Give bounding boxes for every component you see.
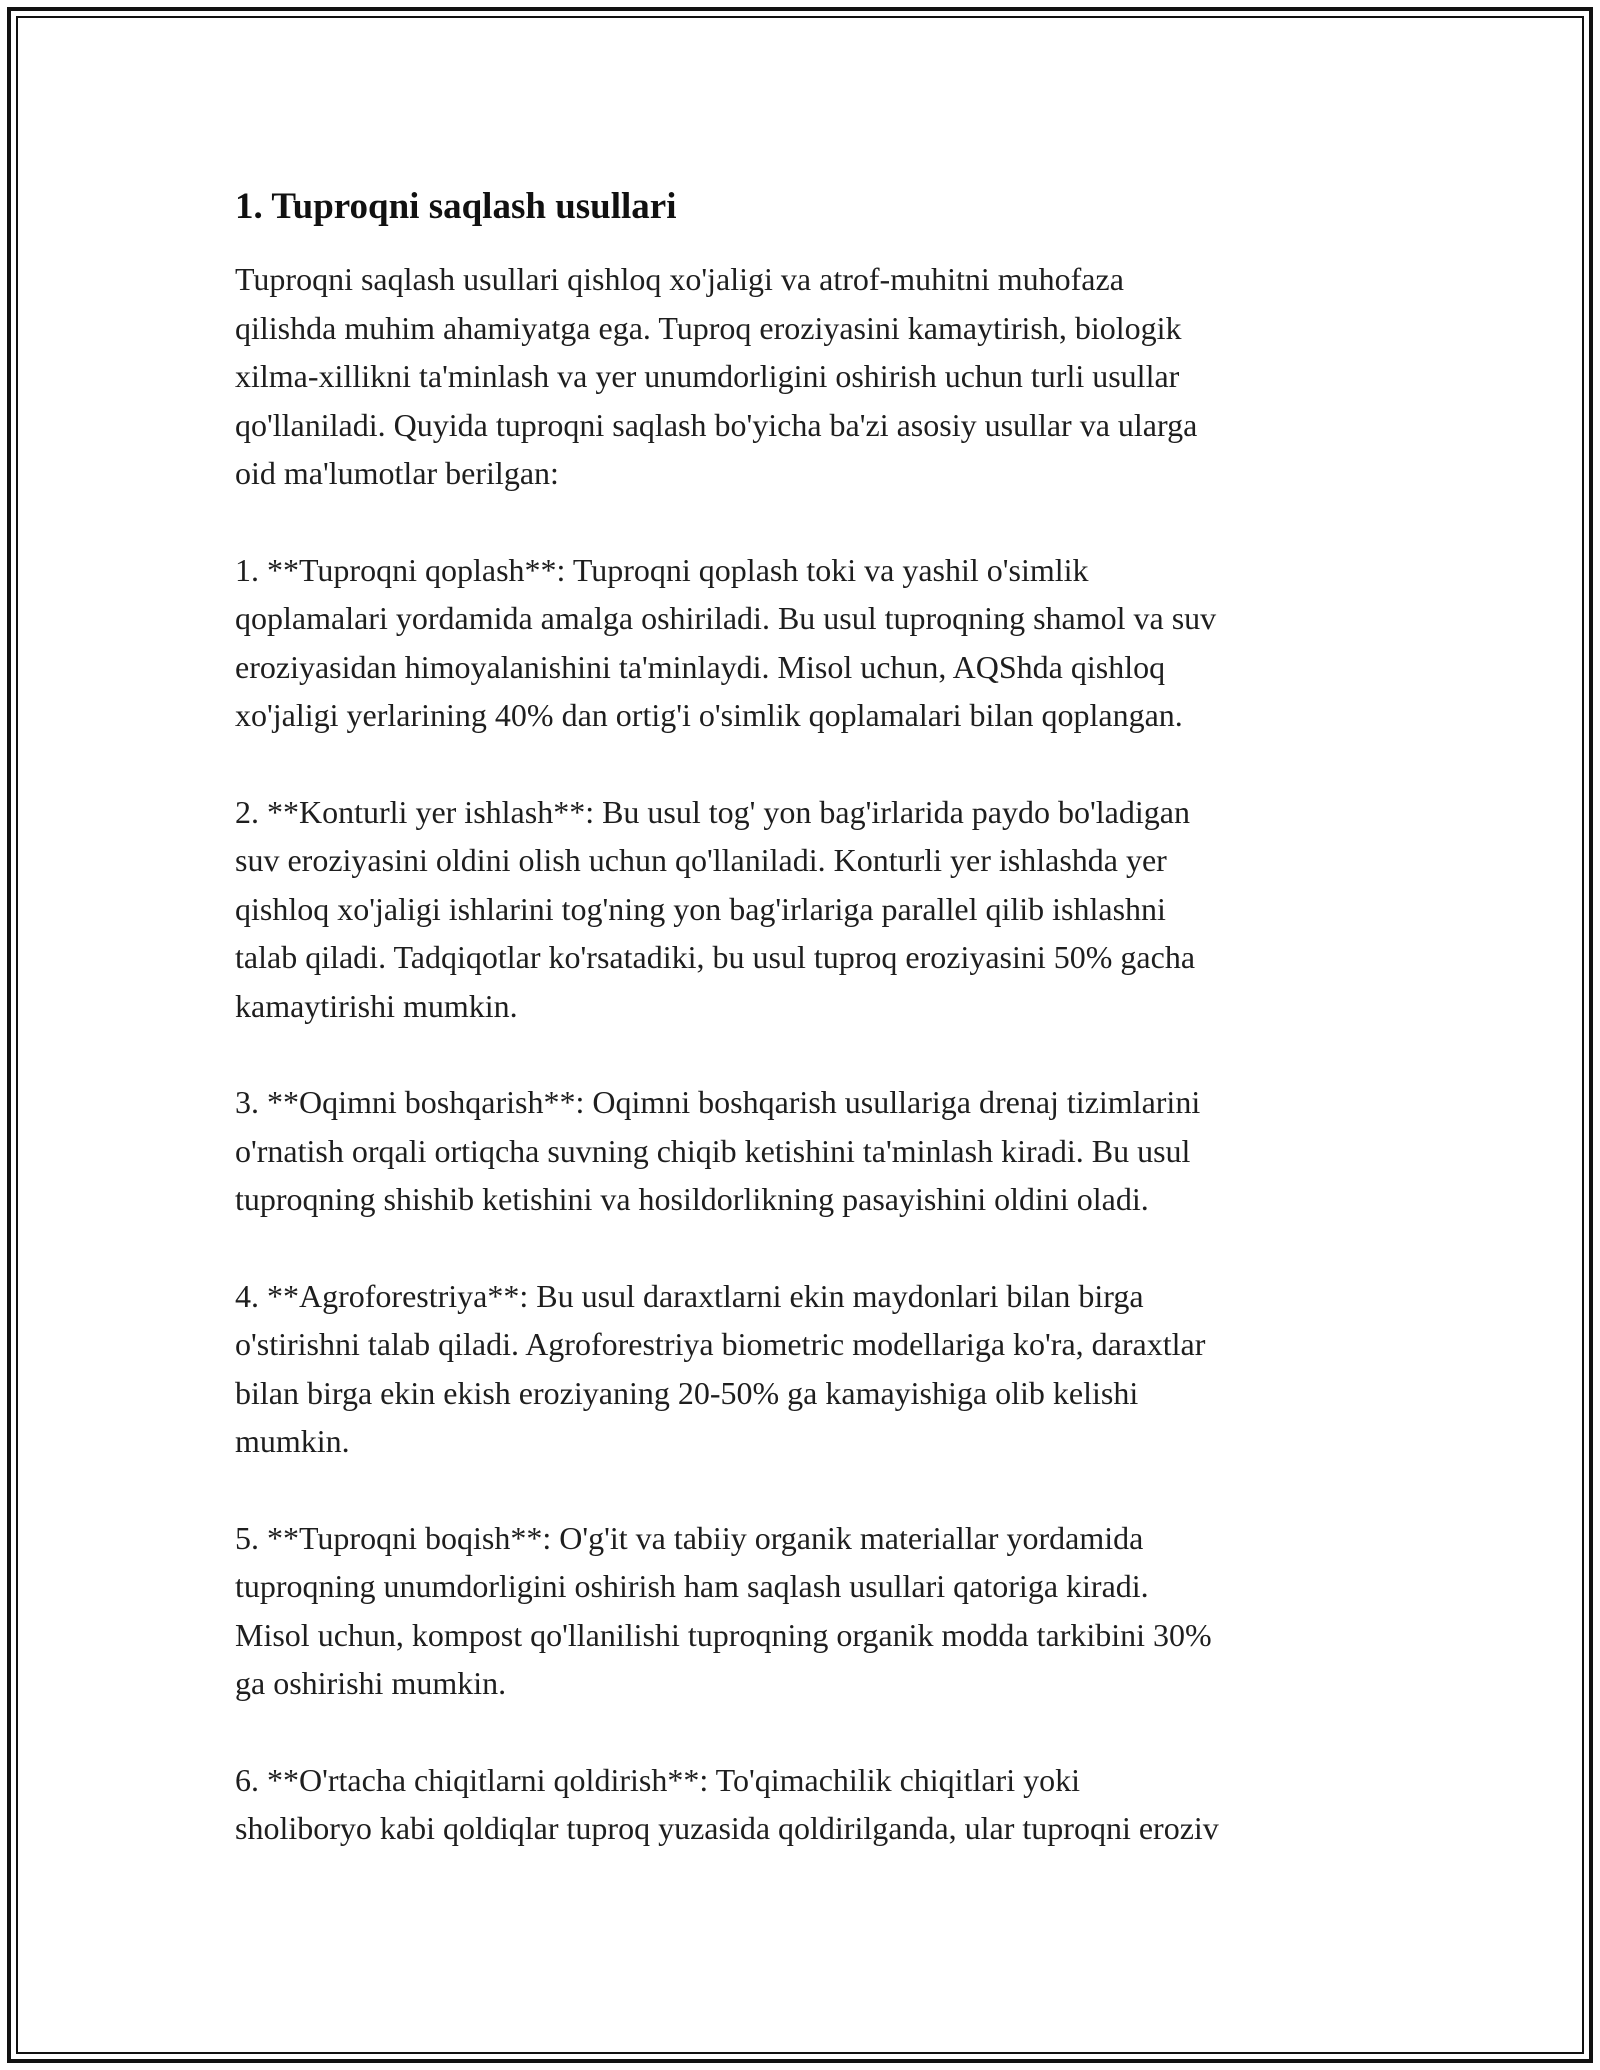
- list-item-konturli-yer-ishlash: 2. **Konturli yer ishlash**: Bu usul tog' yon bag'irlarida paydo bo'ladigan suv eroziyasini oldini olish uchun qo'llaniladi. Konturli yer ishlashda yer qishloq xo'jaligi ishlarini tog'ning yon bag'irlariga parallel qilib ishlashni talab qiladi. Tadqiqotlar ko'rsatadiki, bu usul tuproq eroziyasini 50% gacha kamaytirishi mumkin.: [235, 793, 1196, 1024]
- list-item-tuproqni-boqish: 5. **Tuproqni boqish**: O'g'it va tabiiy organik materiallar yordamida tuproqning unumdorligini oshirish ham saqlash usullari qatoriga kiradi. Misol uchun, kompost qo'llanilishi tuproqning organik modda tarkibini 30% ga oshirishi mumkin.: [235, 1519, 1212, 1701]
- list-item-agroforestriya: 4. **Agroforestriya**: Bu usul daraxtlarni ekin maydonlari bilan birga o'stirishni talab qiladi. Agroforestriya biometric modellariga ko'ra, daraxtlar bilan birga ekin ekish eroziyaning 20-50% ga kamayishiga olib kelishi mumkin.: [235, 1277, 1206, 1459]
- document-body: [235, 185, 1375, 1901]
- list-item-chiqitlarni-qoldirish: 6. **O'rtacha chiqitlarni qoldirish**: To'qimachilik chiqitlari yoki sholiboryo kabi qoldiqlar tuproq yuzasida qoldirilganda, ular tuproqni eroziv: [235, 1761, 1219, 1846]
- list-item-oqimni-boshqarish: 3. **Oqimni boshqarish**: Oqimni boshqarish usullariga drenaj tizimlarini o'rnatish orqali ortiqcha suvning chiqib ketishini ta'minlash kiradi. Bu usul tuproqning shishib ketishini va hosildorlikning pasayishini oldini oladi.: [235, 1084, 1201, 1217]
- intro-paragraph: Tuproqni saqlash usullari qishloq xo'jaligi va atrof-muhitni muhofaza qilishda muhim ahamiyatga ega. Tuproq eroziyasini kamaytirish, biologik xilma-xillikni ta'minlash va yer unumdorligini oshirish uchun turli usullar qo'llaniladi. Quyida tuproqni saqlash bo'yicha ba'zi asosiy usullar va ularga oid ma'lumotlar berilgan:: [235, 261, 1198, 491]
- list-item-tuproqni-qoplash: 1. **Tuproqni qoplash**: Tuproqni qoplash toki va yashil o'simlik qoplamalari yordamida amalga oshiriladi. Bu usul tuproqning shamol va suv eroziyasidan himoyalanishini ta'minlaydi. Misol uchun, AQShda qishloq xo'jaligi yerlarining 40% dan ortig'i o'simlik qoplamalari bilan qoplangan.: [235, 551, 1217, 733]
- section-heading: 1. Tuproqni saqlash usullari: [235, 186, 677, 227]
